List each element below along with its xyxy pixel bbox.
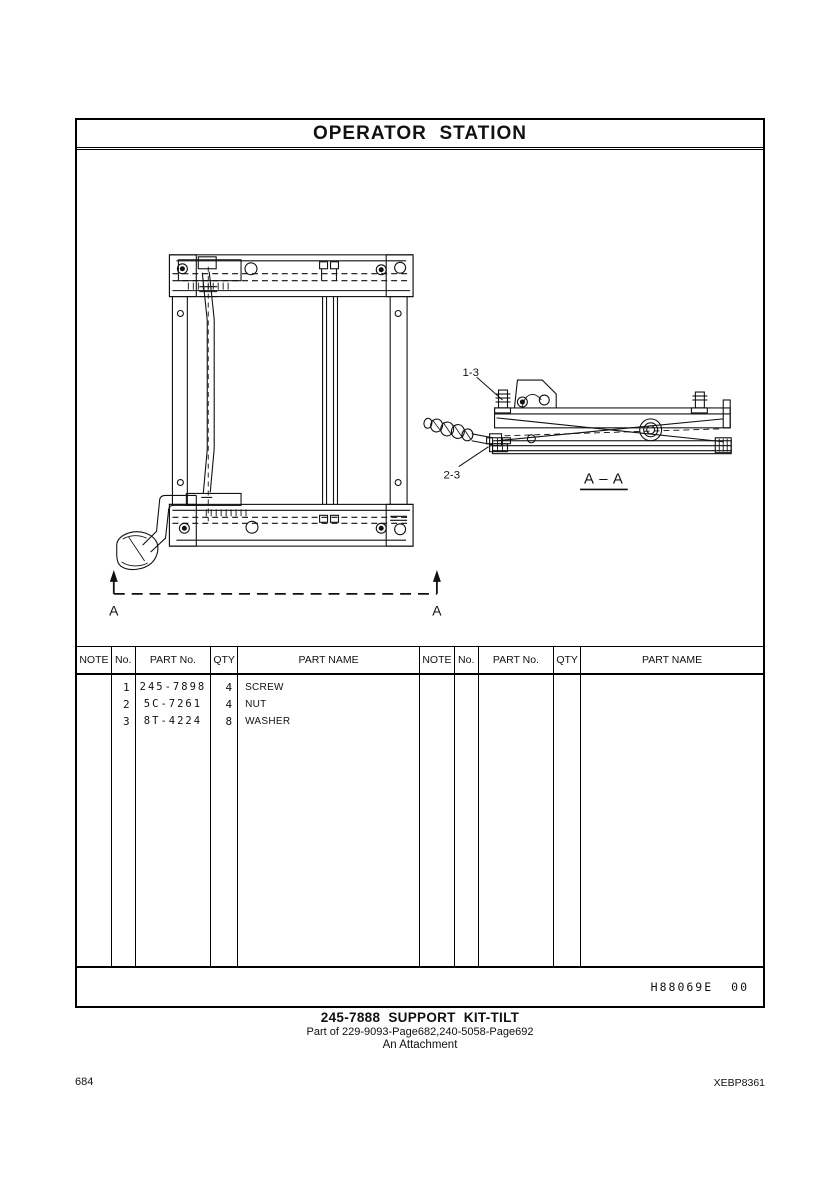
header-no-left: No.	[112, 647, 136, 673]
table-body	[77, 675, 763, 966]
cell-qty: 4	[225, 698, 233, 711]
technical-drawing	[77, 150, 763, 646]
cell-part-no: 8T-4224	[143, 715, 203, 727]
cell-no: 3	[123, 715, 130, 728]
header-partno-left: PART No.	[136, 647, 212, 673]
caption-block	[0, 1010, 840, 1051]
header-partname-left: PART NAME	[238, 647, 420, 673]
table-header-row	[77, 647, 763, 675]
col-note-left	[77, 675, 112, 966]
cell-part-no: 5C-7261	[143, 698, 203, 710]
parts-table	[77, 646, 763, 1006]
header-note-left: NOTE	[77, 647, 112, 673]
part-of-reference: Part of 229-9093-Page682,240-5058-Page692	[306, 1026, 534, 1038]
drawing-area	[77, 150, 763, 646]
callout-2-3: 2-3	[443, 469, 461, 482]
col-qty-left	[211, 675, 238, 966]
cell-part-name: NUT	[245, 699, 267, 710]
col-partname-left	[238, 675, 420, 966]
cell-no: 2	[123, 698, 130, 711]
attachment-note: An Attachment	[382, 1039, 458, 1051]
doc-revision: 00	[731, 980, 749, 994]
cell-qty: 8	[225, 715, 233, 728]
col-no-right	[455, 675, 479, 966]
header-qty-right: QTY	[554, 647, 581, 673]
main-plan-view	[117, 255, 413, 570]
section-cut-line	[109, 570, 442, 619]
col-note-right	[420, 675, 455, 966]
cell-part-no: 245-7898	[139, 681, 207, 693]
header-partno-right: PART No.	[479, 647, 555, 673]
page-number: 684	[75, 1076, 94, 1088]
section-marker-a-right: A	[432, 602, 442, 619]
header-partname-right: PART NAME	[641, 654, 703, 666]
section-title: A – A	[584, 471, 624, 488]
cell-qty: 4	[225, 681, 233, 694]
header-qty-left: QTY	[211, 647, 238, 673]
callout-1-3: 1-3	[462, 367, 479, 380]
page-title: OPERATOR STATION	[312, 122, 528, 144]
header-note-right: NOTE	[420, 647, 455, 673]
sheet-frame	[75, 118, 765, 1008]
part-kit-title: 245-7888 SUPPORT KIT-TILT	[320, 1010, 520, 1025]
section-view	[422, 377, 731, 466]
doc-number: H88069E	[650, 980, 714, 994]
col-partname-right	[581, 675, 763, 966]
col-partno-left	[136, 675, 212, 966]
book-code: XEBP8361	[713, 1077, 765, 1089]
cell-part-name: WASHER	[245, 716, 291, 727]
col-no-left	[112, 675, 136, 966]
sheet-footer-strip	[77, 966, 763, 1006]
title-bar	[77, 120, 763, 150]
cell-no: 1	[123, 681, 130, 694]
col-partno-right	[479, 675, 555, 966]
col-qty-right	[554, 675, 581, 966]
cell-part-name: SCREW	[245, 682, 284, 693]
header-no-right: No.	[455, 647, 479, 673]
section-marker-a-left: A	[109, 602, 119, 619]
